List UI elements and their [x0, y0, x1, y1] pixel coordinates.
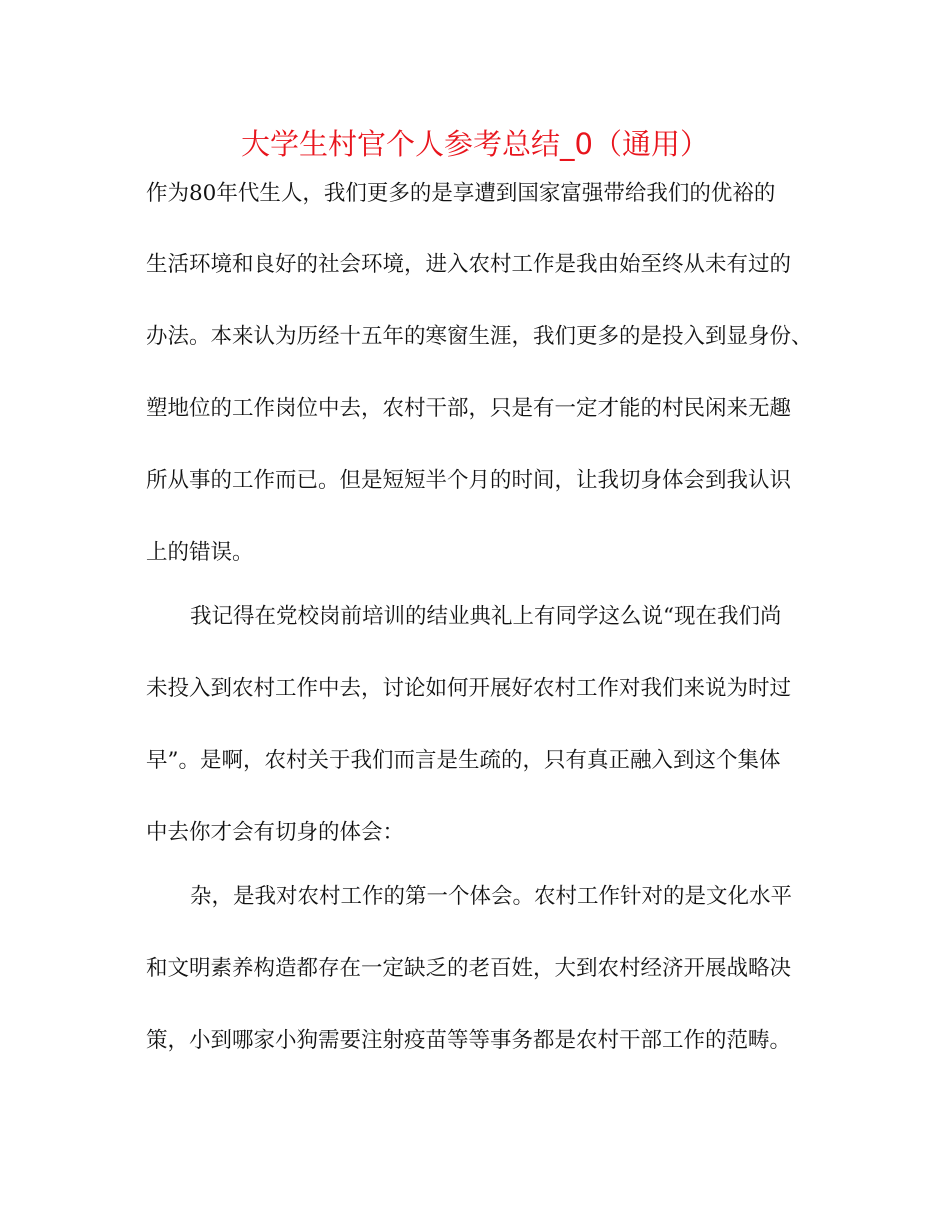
document-title: 大学生村官个人参考总结_0（通用）: [241, 127, 709, 161]
paragraph-1-line-4: 塑地位的工作岗位中去，农村干部，只是有一定才能的村民闲来无趣: [146, 396, 792, 421]
paragraph-2-line-4: 中去你才会有切身的体会：: [146, 820, 405, 845]
paragraph-2-line-2: 未投入到农村工作中去，讨论如何开展好农村工作对我们来说为时过: [146, 676, 792, 701]
paragraph-1-line-1: 作为80年代生人，我们更多的是享遭到国家富强带给我们的优裕的: [146, 181, 776, 206]
paragraph-1-line-3: 办法。本来认为历经十五年的寒窗生涯，我们更多的是投入到显身份、: [146, 324, 813, 349]
paragraph-1-line-6: 上的错误。: [146, 540, 254, 565]
paragraph-3-line-2: 和文明素养构造都存在一定缺乏的老百姓，大到农村经济开展战略决: [146, 956, 792, 981]
paragraph-3-line-3: 策，小到哪家小狗需要注射疫苗等等事务都是农村干部工作的范畴。: [146, 1028, 792, 1053]
paragraph-2-line-1: 我记得在党校岗前培训的结业典礼上有同学这么说“现在我们尚: [190, 604, 782, 629]
paragraph-3-line-1: 杂，是我对农村工作的第一个体会。农村工作针对的是文化水平: [190, 884, 793, 909]
paragraph-2-line-3: 早”。是啊，农村关于我们而言是生疏的，只有真正融入到这个集体: [146, 748, 781, 773]
paragraph-1-line-5: 所从事的工作而已。但是短短半个月的时间，让我切身体会到我认识: [146, 468, 792, 493]
paragraph-1-line-2: 生活环境和良好的社会环境，进入农村工作是我由始至终从未有过的: [146, 252, 792, 277]
